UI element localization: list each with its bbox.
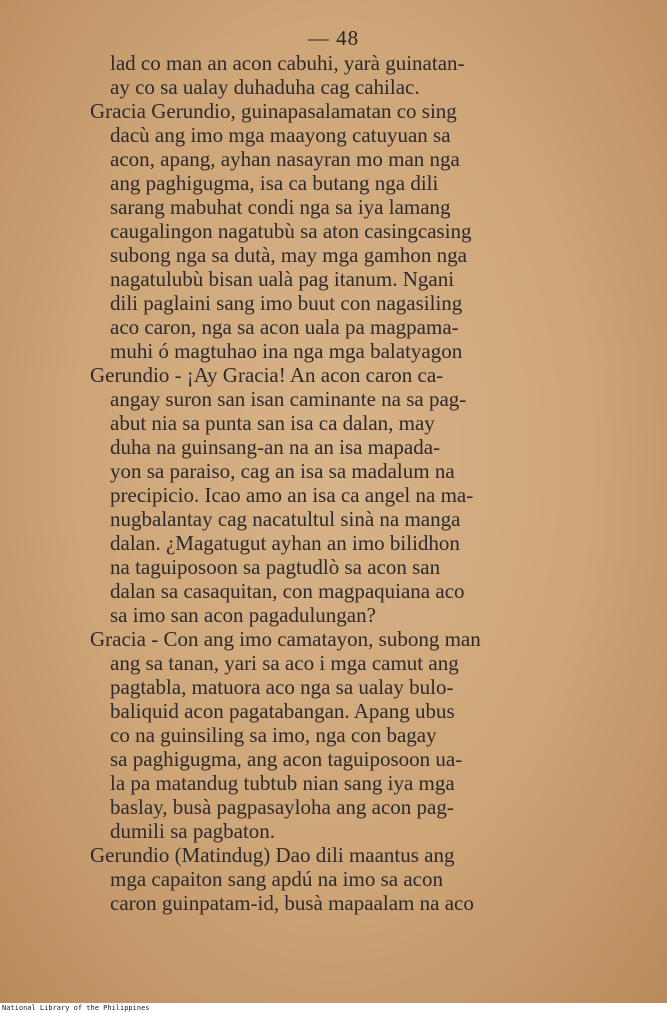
- speaker-line-gracia: Gracia - Con ang imo camatayon, subong man: [90, 627, 481, 651]
- text-line: pagtabla, matuora aco nga sa ualay bulo-: [110, 675, 454, 699]
- text-line: baslay, busà pagpasayloha ang acon pag-: [110, 795, 454, 819]
- text-line: sarang mabuhat condi nga sa iya lamang: [110, 195, 451, 219]
- text-line: nugbalantay cag nacatultul sinà na manga: [110, 507, 461, 531]
- speaker-line-gerundio: Gerundio - ¡Ay Gracia! An acon caron ca-: [90, 363, 444, 387]
- text-line: dacù ang imo mga maayong catuyuan sa: [110, 123, 451, 147]
- text-line: baliquid acon pagatabangan. Apang ubus: [110, 699, 455, 723]
- text-line: la pa matandug tubtub nian sang iya mga: [110, 771, 455, 795]
- text-line: co na guinsiling sa imo, nga con bagay: [110, 723, 437, 747]
- text-line: precipicio. Icao amo an isa ca angel na ma-: [110, 483, 474, 507]
- page-number: — 48: [307, 26, 360, 50]
- text-line: yon sa paraiso, cag an isa sa madalum na: [110, 459, 455, 483]
- text-line: mga capaiton sang apdú na imo sa acon: [110, 867, 443, 891]
- text-line: caugalingon nagatubù sa aton casingcasing: [110, 219, 472, 243]
- text-line: aco caron, nga sa acon uala pa magpama-: [110, 315, 459, 339]
- text-line: na taguiposoon sa pagtudlò sa acon san: [110, 555, 441, 579]
- text-line: sa imo san acon pagadulungan?: [110, 603, 376, 627]
- library-credit: National Library of the Philippines: [2, 1004, 150, 1012]
- text-line: ang sa tanan, yari sa aco i mga camut ang: [110, 651, 459, 675]
- text-line: muhi ó magtuhao ina nga mga balatyagon: [110, 339, 463, 363]
- text-line: subong nga sa dutà, may mga gamhon nga: [110, 243, 467, 267]
- text-line: angay suron san isan caminante na sa pag-: [110, 387, 467, 411]
- text-line: dalan. ¿Magatugut ayhan an imo bilidhon: [110, 531, 460, 555]
- text-line: dalan sa casaquitan, con magpaquiana aco: [110, 579, 465, 603]
- text-line: dili paglaini sang imo buut con nagasiling: [110, 291, 463, 315]
- text-line: caron guinpatam-id, busà mapaalam na aco: [110, 891, 474, 915]
- text-line: duha na guinsang-an na an isa mapada-: [110, 435, 441, 459]
- text-line: nagatulubù bisan ualà pag itanum. Ngani: [110, 267, 455, 291]
- text-line: ang paghigugma, isa ca butang nga dili: [110, 171, 439, 195]
- text-line: ay co sa ualay duhaduha cag cahilac.: [110, 75, 420, 99]
- speaker-line-gracia: Gracia Gerundio, guinapasalamatan co sing: [90, 99, 457, 123]
- text-line: abut nia sa punta san isa ca dalan, may: [110, 411, 435, 435]
- text-line: sa paghigugma, ang acon taguiposoon ua-: [110, 747, 463, 771]
- speaker-line-gerundio: Gerundio (Matindug) Dao dili maantus ang: [90, 843, 455, 867]
- text-line: acon, apang, ayhan nasayran mo man nga: [110, 147, 460, 171]
- text-line: lad co man an acon cabuhi, yarà guinatan-: [110, 51, 465, 75]
- text-line: dumili sa pagbaton.: [110, 819, 276, 843]
